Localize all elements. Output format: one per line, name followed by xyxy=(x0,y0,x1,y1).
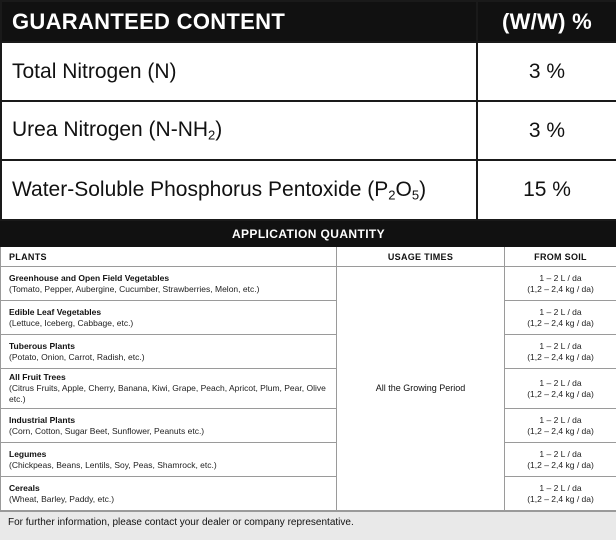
plant-name: All Fruit Trees xyxy=(9,372,66,382)
table-row xyxy=(1,443,616,477)
table-row xyxy=(1,369,616,409)
plant-examples: (Corn, Cotton, Sugar Beet, Sunflower, Peanuts etc.) xyxy=(9,425,205,436)
plant-name: Legumes xyxy=(9,448,47,459)
content-name: Total Nitrogen (N) xyxy=(1,42,477,101)
content-name-text: ) xyxy=(419,177,427,201)
dose-cell xyxy=(505,335,616,369)
dose-liters: 1 – 2 L / da xyxy=(539,414,582,425)
content-name-text: Water-Soluble Phosphorus Pentoxide (P xyxy=(12,177,389,201)
content-name xyxy=(1,101,477,160)
plant-cell xyxy=(1,301,337,335)
content-value: 15 % xyxy=(477,160,616,220)
guaranteed-content-header xyxy=(1,1,616,42)
dose-kilograms: (1,2 – 2,4 kg / da) xyxy=(527,317,594,328)
content-row-total-nitrogen xyxy=(1,42,616,101)
plant-name: Tuberous Plants xyxy=(9,340,75,351)
dose-liters: 1 – 2 L / da xyxy=(539,377,582,388)
content-row-urea-nitrogen xyxy=(1,101,616,160)
dose-liters: 1 – 2 L / da xyxy=(539,272,582,283)
plant-examples: (Lettuce, Iceberg, Cabbage, etc.) xyxy=(9,317,134,328)
application-quantity-banner xyxy=(1,222,616,247)
footer-note: For further information, please contact your dealer or company representative. xyxy=(0,511,616,540)
application-column-headers xyxy=(1,247,616,267)
table-row xyxy=(1,267,616,301)
table-row xyxy=(1,301,616,335)
guaranteed-content-title: GUARANTEED CONTENT xyxy=(1,1,477,42)
plant-examples: (Potato, Onion, Carrot, Radish, etc.) xyxy=(9,351,145,362)
table-row xyxy=(1,477,616,511)
content-name-text: ) xyxy=(215,118,223,142)
plant-cell xyxy=(1,335,337,369)
plants-column-header: PLANTS xyxy=(1,247,337,267)
content-name-text: Urea Nitrogen (N-NH xyxy=(12,118,209,142)
plant-examples: (Chickpeas, Beans, Lentils, Soy, Peas, Shamrock, etc.) xyxy=(9,459,217,470)
subscript: 2 xyxy=(388,187,396,203)
guaranteed-content-table xyxy=(0,0,616,221)
dose-kilograms: (1,2 – 2,4 kg / da) xyxy=(527,493,594,504)
content-row-phosphorus-pentoxide xyxy=(1,160,616,220)
plant-cell xyxy=(1,267,337,301)
plant-name: Greenhouse and Open Field Vegetables xyxy=(9,272,170,283)
subscript: 5 xyxy=(411,187,420,203)
dose-cell xyxy=(505,267,616,301)
plant-examples: (Tomato, Pepper, Aubergine, Cucumber, Strawberries, Melon, etc.) xyxy=(9,283,260,294)
subscript: 2 xyxy=(208,127,216,143)
content-name xyxy=(1,160,477,220)
usage-times-cell: All the Growing Period xyxy=(337,267,505,511)
table-row xyxy=(1,335,616,369)
dose-kilograms: (1,2 – 2,4 kg / da) xyxy=(527,425,594,436)
content-value: 3 % xyxy=(477,42,616,101)
dose-kilograms: (1,2 – 2,4 kg / da) xyxy=(527,459,594,470)
dose-cell xyxy=(505,369,616,409)
plant-cell xyxy=(1,443,337,477)
from-soil-column-header: FROM SOIL xyxy=(505,247,616,267)
plant-name: Cereals xyxy=(9,482,40,493)
dose-kilograms: (1,2 – 2,4 kg / da) xyxy=(527,351,594,362)
usage-times-column-header: USAGE TIMES xyxy=(337,247,505,267)
plant-cell xyxy=(1,369,337,409)
dose-kilograms: (1,2 – 2,4 kg / da) xyxy=(527,388,594,399)
dose-cell xyxy=(505,301,616,335)
dose-cell xyxy=(505,443,616,477)
content-name-text: O xyxy=(395,177,412,201)
plant-name: Edible Leaf Vegetables xyxy=(9,306,102,317)
plant-name: Industrial Plants xyxy=(9,414,76,425)
application-quantity-title: APPLICATION QUANTITY xyxy=(1,222,616,247)
dose-liters: 1 – 2 L / da xyxy=(539,306,582,317)
plant-cell xyxy=(1,477,337,511)
plant-examples: (Citrus Fruits, Apple, Cherry, Banana, Kiwi, Grape, Peach, Apricot, Plum, Pear, Olive etc.) xyxy=(9,383,326,404)
dose-cell xyxy=(505,477,616,511)
dose-liters: 1 – 2 L / da xyxy=(539,340,582,351)
plant-cell xyxy=(1,409,337,443)
ww-percent-header: (W/W) % xyxy=(477,1,616,42)
table-row xyxy=(1,409,616,443)
application-quantity-table xyxy=(0,221,616,511)
content-value: 3 % xyxy=(477,101,616,160)
dose-cell xyxy=(505,409,616,443)
dose-liters: 1 – 2 L / da xyxy=(539,448,582,459)
dose-kilograms: (1,2 – 2,4 kg / da) xyxy=(527,283,594,294)
dose-liters: 1 – 2 L / da xyxy=(539,482,582,493)
plant-examples: (Wheat, Barley, Paddy, etc.) xyxy=(9,493,115,504)
